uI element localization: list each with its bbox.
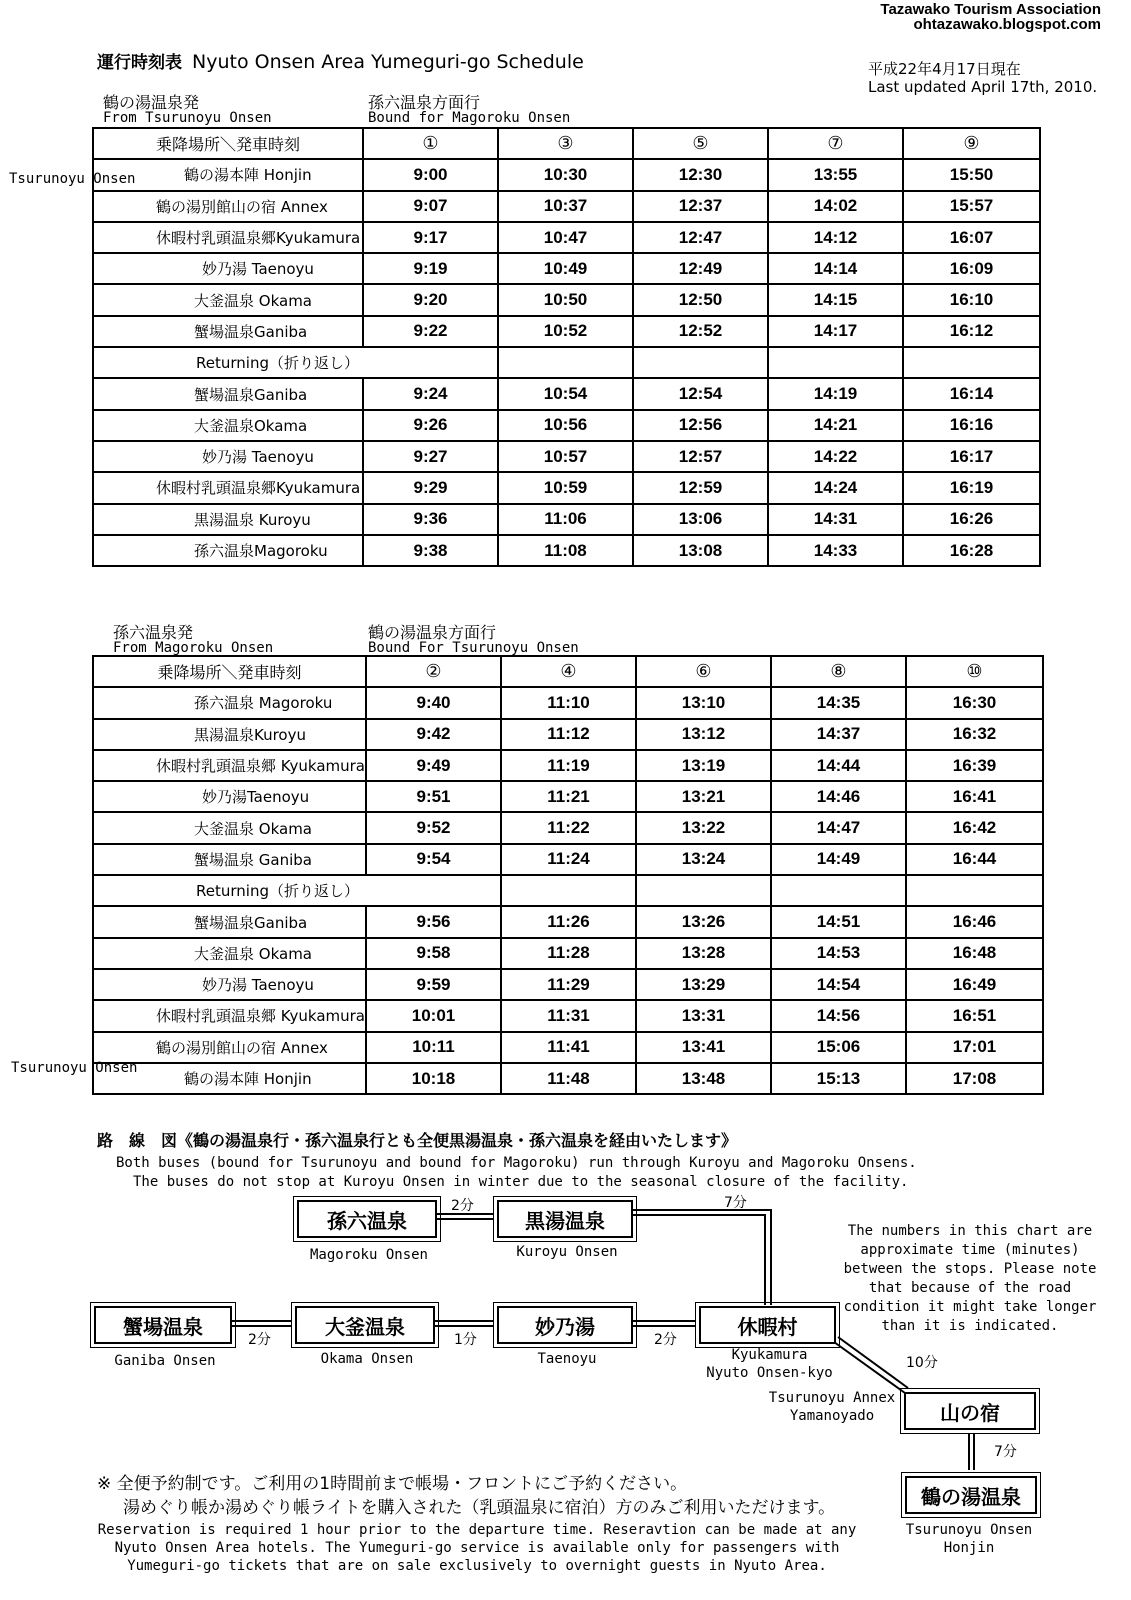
departure-time: 14:12: [768, 222, 903, 253]
departure-time: 12:57: [633, 441, 768, 472]
departure-time: 14:33: [768, 535, 903, 566]
departure-time: 13:24: [636, 844, 771, 875]
departure-time: 14:22: [768, 441, 903, 472]
departure-time: 16:32: [906, 719, 1043, 750]
departure-time: 13:21: [636, 781, 771, 812]
stop-name: 鶴の湯別館山の宿 Annex: [93, 191, 363, 222]
departure-time: 15:13: [771, 1063, 906, 1094]
stop-name: 妙乃湯 Taenoyu: [93, 441, 363, 472]
stop-name: 大釜温泉 Okama: [93, 812, 366, 843]
departure-time: 16:44: [906, 844, 1043, 875]
departure-time: 10:59: [498, 472, 633, 503]
departure-time: 10:57: [498, 441, 633, 472]
column-header-run: ⑤: [633, 128, 768, 159]
stop-name: 黒湯温泉Kuroyu: [93, 719, 366, 750]
reservation-note-ja-1: ※ 全便予約制です。ご利用の1時間前まで帳場・フロントにご予約ください。: [97, 1474, 688, 1494]
departure-time: 12:50: [633, 284, 768, 315]
departure-time: 13:10: [636, 687, 771, 718]
reservation-note-en: Reservation is required 1 hour prior to the departure time. Reseravtion can be made at any Nyuto Onsen Area hotels. The Yumeguri-go service is available only for passengers with Yumeguri-go tickets that are on sale exclusively to overnight guests in Nyuto Area.: [97, 1522, 857, 1574]
station-yamanoyado: 山の宿: [904, 1392, 1036, 1430]
station-taenoyu: 妙乃湯: [497, 1306, 633, 1344]
departure-time: 16:07: [903, 222, 1040, 253]
stop-name: 蟹場温泉Ganiba: [93, 378, 363, 409]
station-kuroyu-en: Kuroyu Onsen: [516, 1244, 618, 1260]
departure-time: 12:59: [633, 472, 768, 503]
table1-bound-ja: 孫六温泉方面行: [368, 93, 481, 112]
departure-time: 14:56: [771, 1000, 906, 1031]
departure-time: 9:58: [366, 938, 501, 969]
departure-time: 9:40: [366, 687, 501, 718]
station-yamanoyado-en-2: Yamanoyado: [789, 1408, 875, 1424]
minutes-kuroyu-kyukamura: 7分: [724, 1195, 747, 1211]
minutes-kyukamura-yamanoyado: 10分: [906, 1355, 938, 1371]
column-header-run: ⑧: [771, 656, 906, 687]
departure-time: 14:47: [771, 812, 906, 843]
route-map-title: 路 線 図《鶴の湯温泉行・孫六温泉行とも全便黒湯温泉・孫六温泉を経由いたします》: [97, 1131, 738, 1150]
departure-time: 16:28: [903, 535, 1040, 566]
stop-name: 鶴の湯本陣 Honjin: [93, 159, 363, 190]
departure-time: 14:21: [768, 410, 903, 441]
departure-time: 16:17: [903, 441, 1040, 472]
table1-side-label: Tsurunoyu Onsen: [9, 171, 136, 187]
column-header-run: ⑥: [636, 656, 771, 687]
departure-time: 9:19: [363, 253, 498, 284]
returning-label: Returning（折り返し）: [93, 875, 366, 906]
departure-time: 16:12: [903, 316, 1040, 347]
departure-time: 9:51: [366, 781, 501, 812]
route-note-1: Both buses (bound for Tsurunoyu and bound for Magoroku) run through Kuroyu and Magoroku Onsens.: [116, 1155, 917, 1171]
departure-time: 14:46: [771, 781, 906, 812]
departure-time: 16:30: [906, 687, 1043, 718]
station-okama: 大釜温泉: [295, 1306, 435, 1344]
departure-time: 14:31: [768, 504, 903, 535]
departure-time: 13:31: [636, 1000, 771, 1031]
departure-time: 14:53: [771, 938, 906, 969]
stop-name: 休暇村乳頭温泉郷 Kyukamura: [93, 1000, 366, 1031]
column-header-run: ⑨: [903, 128, 1040, 159]
departure-time: 9:22: [363, 316, 498, 347]
departure-time: 12:47: [633, 222, 768, 253]
departure-time: 9:00: [363, 159, 498, 190]
departure-time: 14:14: [768, 253, 903, 284]
departure-time: 13:19: [636, 750, 771, 781]
departure-time: 15:06: [771, 1032, 906, 1063]
station-kyukamura: 休暇村: [699, 1306, 836, 1344]
station-tsurunoyu: 鶴の湯温泉: [905, 1476, 1037, 1514]
returning-label: Returning（折り返し）: [93, 347, 363, 378]
stop-name: 蟹場温泉Ganiba: [93, 316, 363, 347]
page-title-ja: 運行時刻表: [97, 53, 182, 73]
departure-time: 14:02: [768, 191, 903, 222]
minutes-okama-taenoyu: 1分: [454, 1332, 477, 1348]
departure-time: 10:11: [366, 1032, 501, 1063]
departure-time: 15:57: [903, 191, 1040, 222]
departure-time: 10:47: [498, 222, 633, 253]
departure-time: 16:16: [903, 410, 1040, 441]
station-tsurunoyu-en-1: Tsurunoyu Onsen: [905, 1522, 1033, 1538]
minutes-yamanoyado-tsurunoyu: 7分: [994, 1444, 1017, 1460]
departure-time: 14:19: [768, 378, 903, 409]
station-ganiba-en: Ganiba Onsen: [114, 1353, 216, 1369]
station-ganiba: 蟹場温泉: [94, 1306, 232, 1344]
last-updated-en: Last updated April 17th, 2010.: [868, 78, 1098, 96]
departure-time: 11:48: [501, 1063, 636, 1094]
column-header-run: ④: [501, 656, 636, 687]
stop-name: 鶴の湯別館山の宿 Annex: [93, 1032, 366, 1063]
station-yamanoyado-en: [762, 1389, 902, 1425]
departure-time: 9:36: [363, 504, 498, 535]
departure-time: 11:06: [498, 504, 633, 535]
departure-time: 16:49: [906, 969, 1043, 1000]
departure-time: 14:15: [768, 284, 903, 315]
departure-time: 13:08: [633, 535, 768, 566]
departure-time: 9:56: [366, 906, 501, 937]
departure-time: 10:56: [498, 410, 633, 441]
reservation-note-ja: [97, 1472, 835, 1520]
station-kyukamura-en-2: Nyuto Onsen-kyo: [706, 1365, 833, 1381]
departure-time: 12:56: [633, 410, 768, 441]
route-note-2: The buses do not stop at Kuroyu Onsen in winter due to the seasonal closure of the facility.: [133, 1174, 909, 1190]
departure-time: 16:42: [906, 812, 1043, 843]
departure-time: 9:29: [363, 472, 498, 503]
departure-time: 13:41: [636, 1032, 771, 1063]
stop-name: 蟹場温泉Ganiba: [93, 906, 366, 937]
table2-bound-ja: 鶴の湯温泉方面行: [368, 623, 497, 642]
departure-time: 13:29: [636, 969, 771, 1000]
departure-time: 11:21: [501, 781, 636, 812]
departure-time: 9:52: [366, 812, 501, 843]
departure-time: 11:10: [501, 687, 636, 718]
departure-time: 11:31: [501, 1000, 636, 1031]
stop-name: 蟹場温泉 Ganiba: [93, 844, 366, 875]
station-yamanoyado-en-1: Tsurunoyu Annex: [768, 1390, 896, 1406]
station-tsurunoyu-en-2: Honjin: [943, 1540, 995, 1556]
stop-name: 妙乃湯 Taenoyu: [93, 969, 366, 1000]
station-taenoyu-en: Taenoyu: [537, 1351, 597, 1367]
stop-name: 孫六温泉 Magoroku: [93, 687, 366, 718]
departure-time: 11:26: [501, 906, 636, 937]
departure-time: 14:17: [768, 316, 903, 347]
departure-time: 9:42: [366, 719, 501, 750]
departure-time: 11:12: [501, 719, 636, 750]
stop-name: 休暇村乳頭温泉郷Kyukamura: [93, 472, 363, 503]
departure-time: 9:07: [363, 191, 498, 222]
table2-origin-ja: 孫六温泉発: [113, 623, 194, 642]
departure-time: 12:37: [633, 191, 768, 222]
station-magoroku-en: Magoroku Onsen: [309, 1247, 428, 1263]
departure-time: 14:51: [771, 906, 906, 937]
departure-time: 14:35: [771, 687, 906, 718]
departure-time: 16:10: [903, 284, 1040, 315]
stop-name: 妙乃湯 Taenoyu: [93, 253, 363, 284]
departure-time: 9:20: [363, 284, 498, 315]
departure-time: 13:22: [636, 812, 771, 843]
departure-time: 11:24: [501, 844, 636, 875]
last-updated-ja: 平成22年4月17日現在: [868, 60, 1021, 78]
column-header-run: ⑩: [906, 656, 1043, 687]
departure-time: 14:49: [771, 844, 906, 875]
station-kyukamura-en: [699, 1346, 840, 1382]
stop-name: 大釜温泉Okama: [93, 410, 363, 441]
station-tsurunoyu-en: [898, 1521, 1040, 1557]
column-header-run: ①: [363, 128, 498, 159]
minutes-taenoyu-kyukamura: 2分: [654, 1332, 677, 1348]
departure-time: 10:54: [498, 378, 633, 409]
stop-name: 黒湯温泉 Kuroyu: [93, 504, 363, 535]
reservation-note-ja-2: 湯めぐり帳か湯めぐり帳ライトを購入された（乳頭温泉に宿泊）方のみご利用いただけます。: [123, 1498, 836, 1518]
departure-time: 13:06: [633, 504, 768, 535]
departure-time: 17:08: [906, 1063, 1043, 1094]
station-kuroyu: 黒湯温泉: [497, 1200, 633, 1238]
station-kyukamura-en-1: Kyukamura: [731, 1347, 808, 1363]
departure-time: 13:55: [768, 159, 903, 190]
departure-time: 11:08: [498, 535, 633, 566]
page-title-en: Nyuto Onsen Area Yumeguri-go Schedule: [192, 51, 584, 73]
departure-time: 11:41: [501, 1032, 636, 1063]
stop-name: 妙乃湯Taenoyu: [93, 781, 366, 812]
departure-time: 11:28: [501, 938, 636, 969]
departure-time: 12:52: [633, 316, 768, 347]
departure-time: 11:22: [501, 812, 636, 843]
departure-time: 15:50: [903, 159, 1040, 190]
departure-time: 10:50: [498, 284, 633, 315]
minutes-ganiba-okama: 2分: [248, 1332, 271, 1348]
departure-time: 10:37: [498, 191, 633, 222]
table1-origin-en: From Tsurunoyu Onsen: [103, 110, 272, 126]
departure-time: 13:26: [636, 906, 771, 937]
departure-time: 17:01: [906, 1032, 1043, 1063]
column-header-run: ②: [366, 656, 501, 687]
departure-time: 14:54: [771, 969, 906, 1000]
departure-time: 9:59: [366, 969, 501, 1000]
stop-name: 鶴の湯本陣 Honjin: [93, 1063, 366, 1094]
departure-time: 9:49: [366, 750, 501, 781]
station-magoroku: 孫六温泉: [297, 1200, 437, 1238]
organization-name: Tazawako Tourism Association: [880, 1, 1101, 18]
stop-name: 大釜温泉 Okama: [93, 938, 366, 969]
departure-time: 16:14: [903, 378, 1040, 409]
departure-time: 9:26: [363, 410, 498, 441]
departure-time: 16:39: [906, 750, 1043, 781]
departure-time: 10:49: [498, 253, 633, 284]
route-time-note: The numbers in this chart are approximate time (minutes) between the stops. Please note that because of the road condition it might take longer than it is indicated.: [843, 1223, 1097, 1334]
departure-time: 9:24: [363, 378, 498, 409]
departure-time: 16:41: [906, 781, 1043, 812]
departure-time: 9:27: [363, 441, 498, 472]
departure-time: 16:51: [906, 1000, 1043, 1031]
stop-name: 休暇村乳頭温泉郷Kyukamura: [93, 222, 363, 253]
departure-time: 14:24: [768, 472, 903, 503]
column-header-stop: 乗降場所＼発車時刻: [93, 656, 366, 687]
table2-bound-en: Bound For Tsurunoyu Onsen: [368, 640, 579, 656]
departure-time: 16:48: [906, 938, 1043, 969]
departure-time: 9:54: [366, 844, 501, 875]
departure-time: 10:52: [498, 316, 633, 347]
stop-name: 大釜温泉 Okama: [93, 284, 363, 315]
organization-url: ohtazawako.blogspot.com: [913, 16, 1101, 33]
departure-time: 9:17: [363, 222, 498, 253]
column-header-run: ③: [498, 128, 633, 159]
station-okama-en: Okama Onsen: [320, 1351, 414, 1367]
departure-time: 10:01: [366, 1000, 501, 1031]
departure-time: 13:12: [636, 719, 771, 750]
column-header-stop: 乗降場所＼発車時刻: [93, 128, 363, 159]
departure-time: 16:19: [903, 472, 1040, 503]
table1-bound-en: Bound for Magoroku Onsen: [368, 110, 571, 126]
departure-time: 16:09: [903, 253, 1040, 284]
departure-time: 12:49: [633, 253, 768, 284]
departure-time: 13:48: [636, 1063, 771, 1094]
table1-origin-ja: 鶴の湯温泉発: [103, 93, 200, 112]
departure-time: 9:38: [363, 535, 498, 566]
stop-name: 孫六温泉Magoroku: [93, 535, 363, 566]
departure-time: 12:54: [633, 378, 768, 409]
departure-time: 11:29: [501, 969, 636, 1000]
stop-name: 休暇村乳頭温泉郷 Kyukamura: [93, 750, 366, 781]
departure-time: 16:46: [906, 906, 1043, 937]
departure-time: 10:18: [366, 1063, 501, 1094]
column-header-run: ⑦: [768, 128, 903, 159]
departure-time: 14:44: [771, 750, 906, 781]
departure-time: 16:26: [903, 504, 1040, 535]
departure-time: 10:30: [498, 159, 633, 190]
table2-origin-en: From Magoroku Onsen: [113, 640, 274, 656]
minutes-magoroku-kuroyu: 2分: [451, 1198, 474, 1214]
departure-time: 14:37: [771, 719, 906, 750]
table2-side-label: Tsurunoyu Onsen: [11, 1060, 138, 1076]
departure-time: 13:28: [636, 938, 771, 969]
departure-time: 12:30: [633, 159, 768, 190]
departure-time: 11:19: [501, 750, 636, 781]
